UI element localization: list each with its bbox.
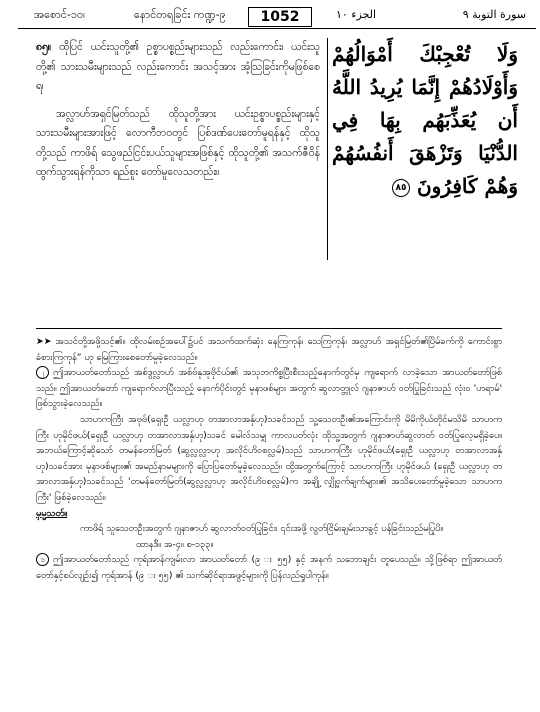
verse-number: ၈၅။ xyxy=(36,41,52,53)
footnote-paragraph-b: ကာဖိရ် သူသေတဦးအတွက် ဂျနာဇာဟ် ဆွလာတ်ဝတ်ပြုခြင်း၊ ၎င်းအဖို့ လွတ်ငြိမ်းချမ်းသာခွင့် ပန်ခြင်းသည်မပြုပိ။ xyxy=(80,523,444,535)
series-label: အစောင်-၁၀၊ xyxy=(34,8,85,21)
translation-text-2: အလ္လာဟ်အရှင်မြတ်သည် ထိုသူတို့အား ယင်းဥစ္စာပစ္စည်းများနှင့် သားသမီးများအားဖြင့် လောကီဘဝတွင် ပြစ်ဒဏ်ပေးတော်မူရန်နှင့် ထိုသူတို့သည် ကာဖိရ် သွေဖည်ငြင်းပယ်သူများအဖြစ်နှင့် ထိုသူတို့၏ အသက်ဇီဝိန် ထွက်သွားရန်ကိုသာ ရည်စူး တော်မူလေသတည်း။ xyxy=(36,107,320,178)
arabic-verse-text: وَلَا تُعْجِبْكَ أَمْوَالُهُمْ وَأَوْلَادُهُمْ إِنَّمَا يُرِيدُ اللَّهُ أَن يُعَذِّبَهُم بِهَا فِي الدُّنْيَا وَتَزْهَقَ أَنفُسُهُمْ وَهُمْ كَافِرُونَ xyxy=(332,42,518,198)
footnote-subtitle: မှမ္မသတ်။ xyxy=(36,507,68,519)
translation-paragraph xyxy=(36,38,320,97)
juz-label: الجزء ١٠ xyxy=(336,8,377,21)
footnote-1-text: ဤအာယတ်တော်သည် အစ်ဒွလ္လာဟ် အစ်ဗ်နုအုဗိုင်ယ်၏ အသုဘကိစ္စပြီးစီးသည့်နောက်တွင်မှ ကျရောက် လာခဲ့သော အာယတ်တော်ဖြစ်သည်။ ဤအာယတ်တော် ကျရောက်လာပြီးသည့် နောက်ပိုင်းတွင် မုနာဖစ်များ အတွက် ဆွလာတ္တုလ် ဂျနာဇာဟ် ဝတ်ပြုခြင်းသည် လုံးဝ 'ဟရာမ်' ဖြစ်သွားခဲ့လေသည်။ xyxy=(36,367,502,410)
footnote-reference: ထာနဒ်ိ။ အ-၄။ စ-၁၃၃။ xyxy=(136,538,214,550)
header-rule xyxy=(18,28,536,29)
footnote-2 xyxy=(36,552,502,583)
arabic-verse xyxy=(332,38,518,206)
translation-text-1: ထိုပြင် ယင်းသူတို့၏ ဥစ္စာပစ္စည်းများသည် လည်းကောင်း၊ ယင်းသူတို့၏ သားသမီးများသည် လည်းကောင်း အသင့်အား အံ့သြခြင်းကိုမဖြစ်စေရ၊ xyxy=(36,41,320,92)
footnote-2-mark: ၁ xyxy=(36,553,49,566)
footnote-2-text: ဤအာယတ်တော်သည် ကုရ်အာန်ကျမ်းလာ အာယတ်တော် (၉ း ၅၅) နှင့် အနက် သဘောချင်း တူပေသည်။ သို့ဖြစ်ရာ ဤအာယတ်တော်နှင့်စပ်လျဉ်း၍ ကုရ်အာန် (၉ း ၅၅) ၏ သက်ဆိုင်ရာအဖွင့်များကို ပြန်လည်ရှုပါကုန်။ xyxy=(36,554,502,581)
ayah-number-mark: ٨٥ xyxy=(392,179,410,197)
footnote-paragraph-a: သာဟကကြီး အဗုဗ်(ရှေးဦ ယလ္လာဟု တအာလာအနှ်ဟု)သခင်သည် သူ့သေတဦး၏အကြောင်းကို မိမိကိုယ်တိုင်မသိမိ သာဟကကြီး ဟုမိုင်ဖယ်(ရှေးဦ ယလ္လာဟု တအာလာအနှ်ဟု)သခင် မေါလ်သမျှ ကာလပတ်လုံး ထိုသူ့အတွက် ဂျနာဇာဟ်ဆွလာတ် ဝတ်ပြုလေ့မရှိခဲ့ပေ။ အဘယ်ကြောင့်ဆိုသော် တမန်တော်မြတ် (ဆွလ္လလ္လာဟု အလိုင်ဟိဝစလ္လမ်)သည် သာဟကကြီး ဟုမိုင်ဖယ်(ရှေးဦ ယလ္လာဟု တအာလာအနှ်ဟု)သခင်အား မုနာဖစ်များ၏ အမည်နာမများကို ပြောပြတော်မူခဲ့လေသည်။ ထို့အတွက်ကြောင့် သာဟကကြီး ဟုမိုင်ဖယ် (ရှေးဦ ယလ္လာဟု တအာလာအနှ်ဟု)သခင်သည် 'တမန်တော်မြတ်(ဆွလ္လလ္လာဟု အလိုင်ဟိဝစလ္လမ်)က အချို့ လျှို့ဝှက်ချက်များ၏ အသိပေးတော်မူခဲ့သော သာဟကကြီး' ဖြစ်ခဲ့လေသည်။ xyxy=(36,413,502,503)
footnote-intro-text: အသင်တို့အဖို့သင့်၏။ ထိုလမ်းစဉ်အပေါ်၌ပင် အသက်ထက်ဆုံး နေကြကုန်၊ သေကြကုန်၊ အလ္လာဟ် အရှင်မြတ်၏ပြိမ်ခက်ကို ကောင်းစွာခံစားကြကုန်” ဟု မြေကြားစေတော်မူခဲ့လေသည်။ xyxy=(36,336,502,363)
footnote-1-mark: ၂ xyxy=(36,366,49,379)
continuation-arrows-icon: ➤➤ xyxy=(36,336,52,347)
page-number: 1052 xyxy=(248,7,312,27)
translation-column xyxy=(36,38,320,183)
footnotes xyxy=(36,334,502,584)
surah-label: سورة التوبة ٩ xyxy=(462,8,526,21)
footnote-separator xyxy=(36,328,502,329)
footnote-1 xyxy=(36,365,502,412)
footnote-intro xyxy=(36,334,502,365)
column-divider xyxy=(327,38,328,260)
page-header xyxy=(6,4,534,30)
section-label: နောင်တရခြင်း ကဏ္ဍ-၉ xyxy=(134,8,226,21)
